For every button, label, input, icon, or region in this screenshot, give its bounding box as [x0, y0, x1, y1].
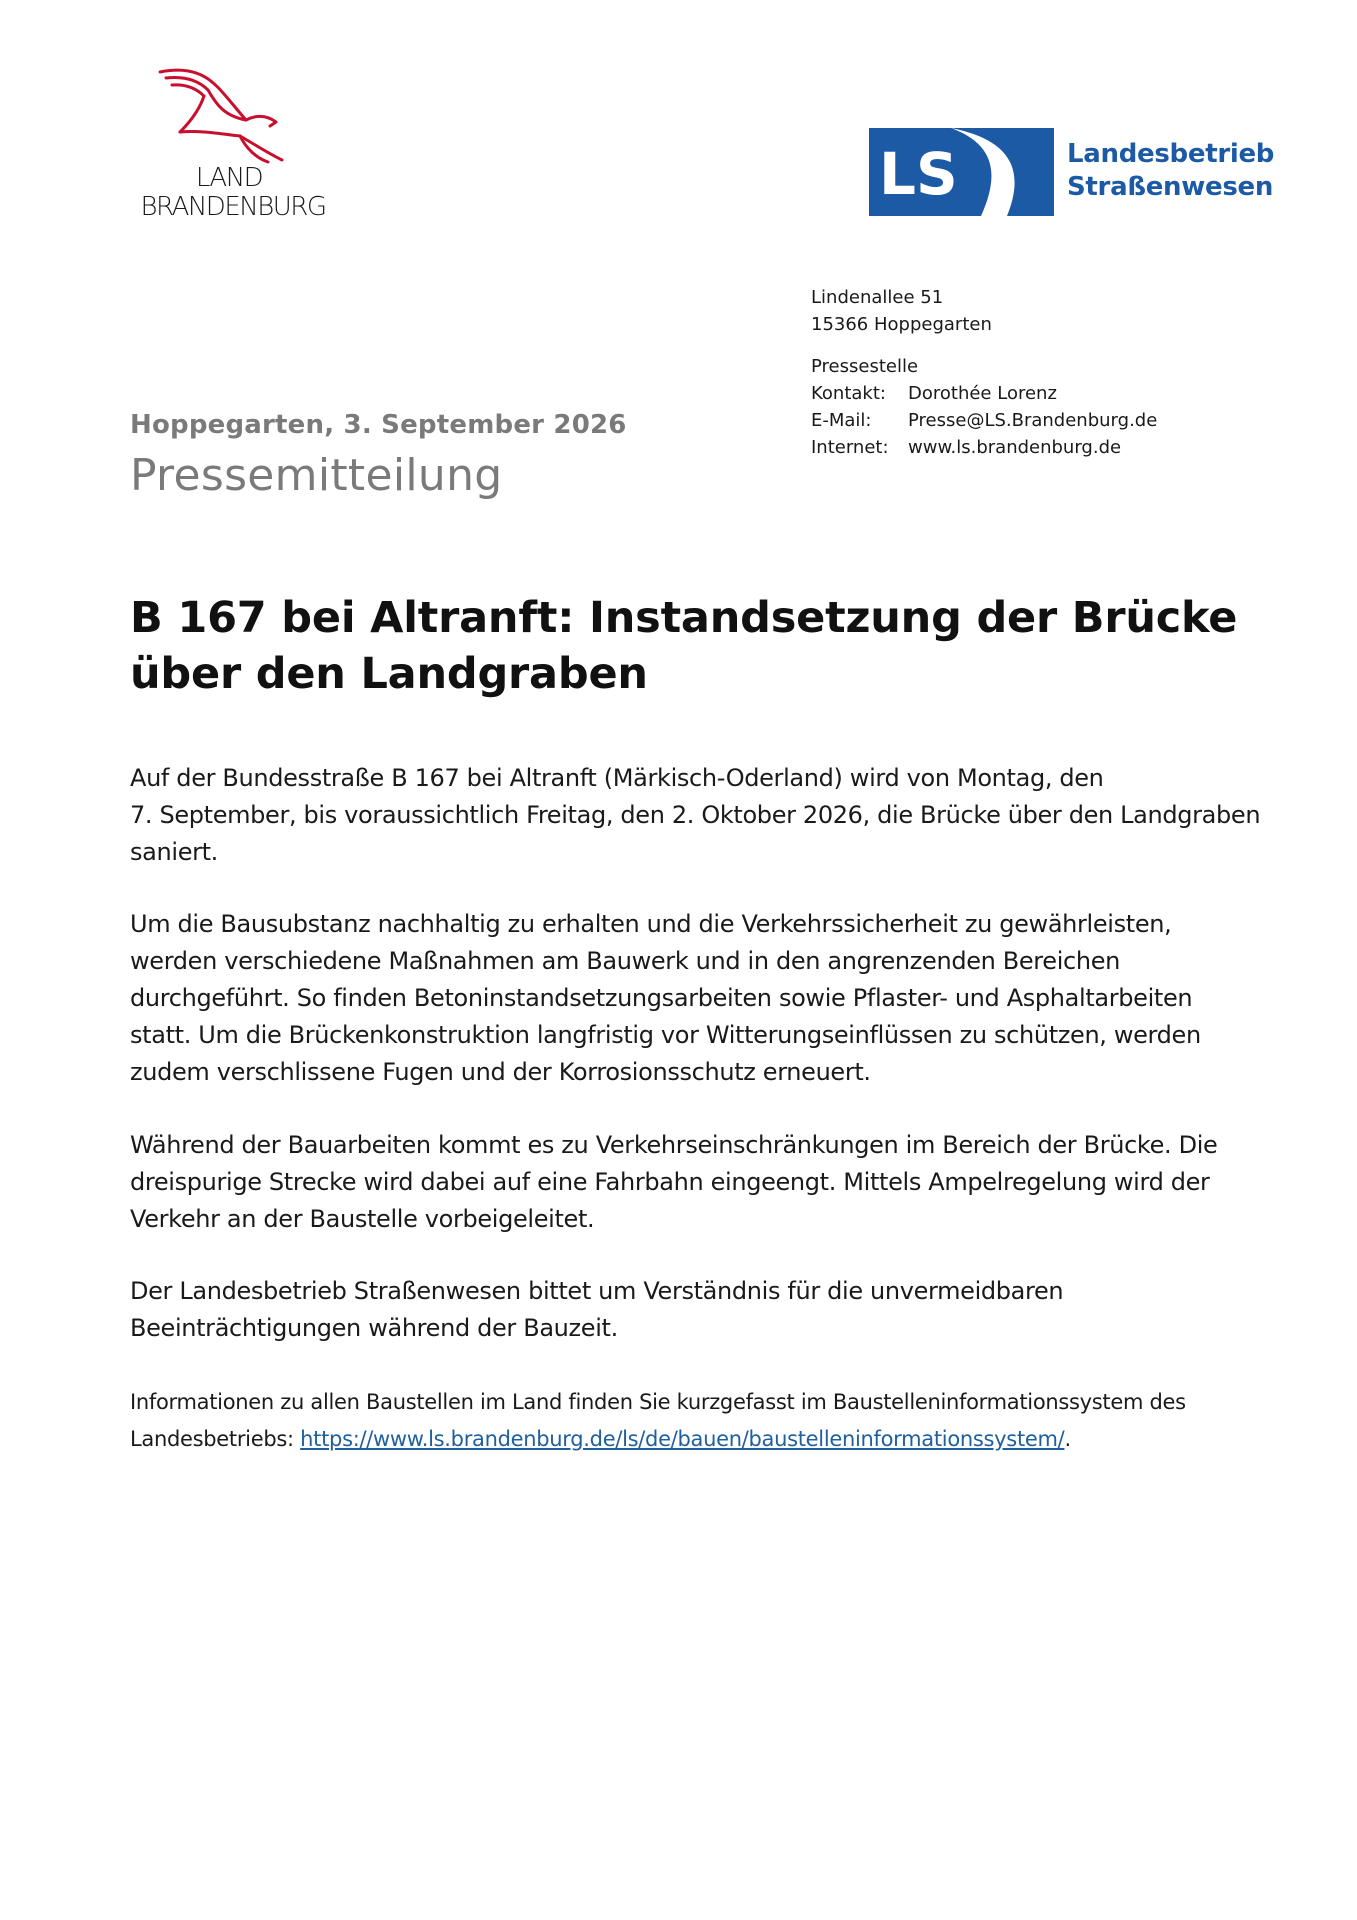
dateline: Hoppegarten, 3. September 2026	[130, 410, 627, 440]
ls-road-mark-icon	[869, 128, 1054, 216]
paragraph-line: saniert.	[130, 838, 218, 866]
paragraph-1	[130, 760, 1270, 871]
red-eagle-icon	[150, 64, 300, 164]
internet-row	[811, 434, 1157, 461]
paragraph-line: dreispurige Strecke wird dabei auf eine Fahrbahn eingeengt. Mittels Ampelregelung wird der	[130, 1168, 1210, 1196]
ls-mark-text: LS	[879, 140, 958, 208]
contact-row	[811, 380, 1157, 407]
paragraph-line: durchgeführt. So finden Betoninstandsetzungsarbeiten sowie Pflaster- und Asphaltarbeiten	[130, 984, 1193, 1012]
paragraph-4	[130, 1273, 1270, 1347]
email-label: E-Mail:	[811, 410, 872, 431]
paragraph-line: Auf der Bundesstraße B 167 bei Altranft (Märkisch-Oderland) wird von Montag, den	[130, 764, 1104, 792]
ls-name-line1: Landesbetrieb	[1067, 139, 1275, 169]
address-city: 15366 Hoppegarten	[811, 314, 992, 335]
info-line2	[130, 1421, 1270, 1458]
logo-line-land: LAND	[195, 163, 263, 193]
sender-address	[811, 284, 992, 338]
press-office-contact	[811, 353, 1157, 461]
contact-value: Dorothée Lorenz	[908, 383, 1057, 404]
paragraph-line: Verkehr an der Baustelle vorbeigeleitet.	[130, 1205, 595, 1233]
landesbetrieb-strassenwesen-logo	[869, 128, 1275, 216]
paragraph-line: Der Landesbetrieb Straßenwesen bittet um Verständnis für die unvermeidbaren	[130, 1277, 1064, 1305]
internet-value[interactable]: www.ls.brandenburg.de	[908, 437, 1122, 458]
email-row	[811, 407, 1157, 434]
paragraph-line: werden verschiedene Maßnahmen am Bauwerk und in den angrenzenden Bereichen	[130, 947, 1120, 975]
email-value[interactable]: Presse@LS.Brandenburg.de	[908, 410, 1158, 431]
paragraph-line: statt. Um die Brückenkonstruktion langfristig vor Witterungseinflüssen zu schützen, werden	[130, 1021, 1201, 1049]
headline-line2: über den Landgraben	[130, 649, 648, 699]
logo-line-brandenburg: BRANDENBURG	[140, 192, 326, 222]
paragraph-line: 7. September, bis voraussichtlich Freitag, den 2. Oktober 2026, die Brücke über den Landgraben	[130, 801, 1261, 829]
land-brandenburg-logo	[128, 64, 338, 230]
paragraph-2	[130, 906, 1270, 1091]
paragraph-3	[130, 1127, 1270, 1238]
info-suffix: .	[1064, 1427, 1071, 1451]
ls-name-line2: Straßenwesen	[1067, 172, 1274, 202]
press-office-title-row	[811, 353, 1157, 380]
ls-wordmark	[1067, 138, 1274, 204]
paragraph-line: zudem verschlissene Fugen und der Korrosionsschutz erneuert.	[130, 1058, 871, 1086]
info-line1: Informationen zu allen Baustellen im Land finden Sie kurzgefasst im Baustelleninformationssystem des	[130, 1390, 1186, 1414]
headline-line1: B 167 bei Altranft: Instandsetzung der Brücke	[130, 593, 1238, 643]
info-note	[130, 1384, 1270, 1458]
internet-label: Internet:	[811, 437, 889, 458]
contact-label: Kontakt:	[811, 383, 886, 404]
document-type-title: Pressemitteilung	[130, 450, 503, 501]
press-office-title: Pressestelle	[811, 356, 919, 377]
headline	[130, 590, 1250, 702]
paragraph-line: Beeinträchtigungen während der Bauzeit.	[130, 1314, 618, 1342]
info-prefix: Landesbetriebs:	[130, 1427, 301, 1451]
land-brandenburg-wordmark	[128, 164, 338, 222]
address-street: Lindenallee 51	[811, 287, 944, 308]
baustelleninformationssystem-link[interactable]: https://www.ls.brandenburg.de/ls/de/bauen/baustelleninformationssystem/	[300, 1427, 1065, 1451]
paragraph-line: Während der Bauarbeiten kommt es zu Verkehrseinschränkungen im Bereich der Brücke. Die	[130, 1131, 1218, 1159]
paragraph-line: Um die Bausubstanz nachhaltig zu erhalten und die Verkehrssicherheit zu gewährleisten,	[130, 910, 1172, 938]
